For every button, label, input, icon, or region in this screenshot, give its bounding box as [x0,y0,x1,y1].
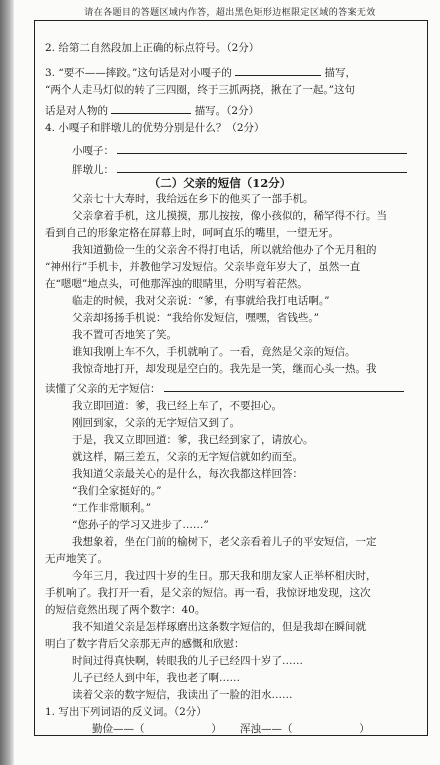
passage-line: 谁知我刚上车不久，手机就响了。一看，竟然是父亲的短信。 [72,346,356,358]
passage-title: （二）父亲的短信（12分） [148,176,292,190]
passage-line: 我知道勤俭一生的父亲舍不得打电话，所以就给他办了个无月租的 [72,244,377,256]
passage-line: 我知道父亲最关心的是什么，每次我都这样回答： [72,468,303,480]
question-3-text-c: 话是对人物的 [45,105,108,117]
antonym-item-2 [240,721,370,736]
passage-line: 在“嗯嗯”地点头，可他那浑浊的眼睛里，分明写着茫然。 [45,278,308,290]
question-4: 4. 小嘎子和胖墩儿的优势分别是什么？（2分） [45,122,265,134]
passage-line: “我们全家挺好的。” [72,485,162,497]
question-2: 2. 给第二自然段加上正确的标点符号。（2分） [45,42,260,54]
passage-line: 读着父亲的数字短信，我读出了一脸的泪水…… [72,689,293,701]
passage-line: “您孙子的学习又进步了……” [72,519,209,531]
passage-line: 父亲拿着手机，这儿摸摸，那儿按按，像小孩似的，稀罕得不行。当 [72,210,387,222]
question-4-label-a: 小嘎子： [72,145,114,157]
passage-line: 就这样，隔三差五，父亲的无字短信就如约而至。 [72,451,303,463]
passage-line: 时间过得真快啊，转眼我的儿子已经四十岁了…… [72,655,303,667]
bracket-close: ） [211,723,222,735]
answer-line-4a[interactable] [117,142,407,154]
antonym-prompt: 浑浊——（ [240,723,293,735]
passage-line-with-blank [45,380,404,396]
question-3-line-1 [45,64,356,80]
passage-line: 的短信竟然出现了两个数字：40。 [45,604,206,616]
passage-line: 明白了数字背后父亲那无声的感慨和欣慰： [45,638,245,650]
passage-line: 今年三月，我过四十岁的生日。那天我和朋友家人正举杯相庆时， [72,570,377,582]
passage-line: 我立即回道：爹，我已经上车了，不要担心。 [72,400,282,412]
fill-in-blank-line[interactable] [164,380,404,392]
passage-line: 临走的时候，我对父亲说：“爹，有事就给我打电话啊。” [72,295,330,307]
question-4-answer-a [72,142,407,158]
passage-line: 手机响了。我打开一看，是父亲的短信。再一看，我惊讶地发现，这次 [45,587,371,599]
passage-line: 于是，我又立即回道：爹，我已经到家了，请放心。 [72,434,314,446]
passage-line: 看到自己的形象定格在屏幕上时，呵呵直乐的嘴里，一望无牙。 [45,227,339,239]
passage-line: 父亲却扬扬手机说：“我给你发短信，嘿嘿，省钱些。” [72,312,319,324]
passage-line: 儿子已经人到中年，我也老了啊…… [72,672,240,684]
bracket-close: ） [359,723,370,735]
passage-line: 我惊奇地打开，却发现是空白的。我先是一笑，继而心头一热。我 [72,363,377,375]
passage-line: “工作非常顺利。” [72,502,151,514]
passage-line: 读懂了父亲的无字短信： [45,383,161,395]
antonym-item-1 [92,721,222,736]
answer-blank-3b[interactable] [111,102,191,114]
passage-line: 我不知道父亲是怎样琢磨出这条数字短信的，但是我却在瞬间就 [72,621,366,633]
passage-line: 无声地笑了。 [45,553,108,565]
answer-line-4b[interactable] [117,161,407,173]
answer-area-notice-top: 请在各题目的答题区域内作答，超出黑色矩形边框限定区域的答案无效 [84,8,376,18]
answer-blank-3a[interactable] [235,64,321,76]
question-3-line-2: “两个人走马灯似的转了三四圈，终于三抓两挠，揪在了一起。”这句 [45,84,355,96]
passage-line: 我想象着，坐在门前的榆树下，老父亲看着儿子的平安短信，一定 [72,536,377,548]
question-3-text-a: 3. “要不——摔跤。”这句话是对小嘎子的 [45,67,232,79]
question-3-line-3 [45,102,259,118]
question-3-text-d: 描写。（2分） [194,105,260,117]
scan-shadow-edge [0,0,14,765]
question-4-label-b: 胖墩儿： [72,164,114,176]
question-3-text-b: 描写， [324,67,357,79]
antonym-prompt: 勤俭——（ [92,723,145,735]
passage-line: “神州行”手机卡，并教他学习发短信。父亲毕竟年岁大了，虽然一直 [45,261,361,273]
bq-1: 1. 写出下列词语的反义词。（2分） [45,706,207,718]
passage-line: 刚回到家，父亲的无字短信又到了。 [72,417,240,429]
passage-line: 我不置可否地笑了笑。 [72,329,177,341]
passage-line: 父亲七十大寿时，我给远在乡下的他买了一部手机。 [72,193,314,205]
